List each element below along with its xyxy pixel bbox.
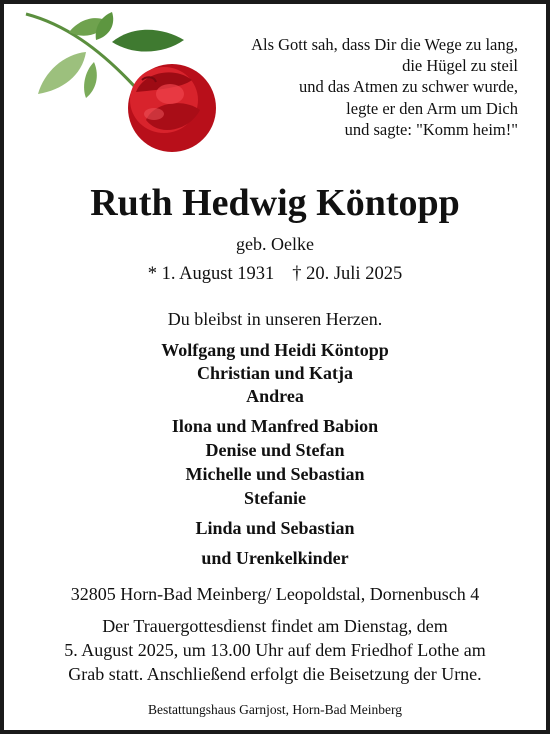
death-date: † 20. Juli 2025 [292, 264, 403, 284]
deceased-name: Ruth Hedwig Köntopp [90, 182, 460, 224]
service-line: Grab statt. Anschließend erfolgt die Beisetzung der Urne. [68, 664, 482, 684]
poem-line: Als Gott sah, dass Dir die Wege zu lang, [251, 35, 518, 54]
service-line: 5. August 2025, um 13.00 Uhr auf dem Friedhof Lothe am [64, 640, 486, 660]
poem-line: legte er den Arm um Dich [346, 98, 518, 118]
family-address: 32805 Horn-Bad Meinberg/ Leopoldstal, Dornenbusch 4 [70, 584, 480, 604]
memorial-motto: Du bleibst in unseren Herzen. [167, 309, 383, 329]
mourner-name: Stefanie [244, 488, 306, 508]
red-rose-image [24, 10, 224, 160]
poem-line: und sagte: "Komm heim!" [344, 119, 518, 139]
mourner-name: Christian und Katja [196, 363, 354, 383]
mourner-name: Denise und Stefan [205, 440, 345, 460]
poem-line: und das Atmen zu schwer wurde, [298, 77, 518, 97]
funeral-service-info [4, 614, 546, 686]
mourner-name: Andrea [246, 386, 304, 406]
mourner-name: und Urenkelkinder [201, 548, 349, 568]
birth-name: geb. Oelke [236, 234, 314, 254]
birth-date: * 1. August 1931 [147, 264, 275, 284]
mourner-name: Wolfgang und Heidi Köntopp [161, 340, 389, 360]
memorial-poem [251, 34, 518, 140]
funeral-home: Bestattungshaus Garnjost, Horn-Bad Meinberg [148, 702, 402, 717]
mourner-name: Ilona und Manfred Babion [171, 416, 379, 436]
poem-line: die Hügel zu steil [402, 56, 518, 76]
mourner-name: Michelle und Sebastian [185, 464, 365, 484]
mourner-name: Linda und Sebastian [195, 518, 355, 538]
life-dates [4, 264, 546, 285]
service-line: Der Trauergottesdienst findet am Dienstag, dem [102, 616, 448, 636]
